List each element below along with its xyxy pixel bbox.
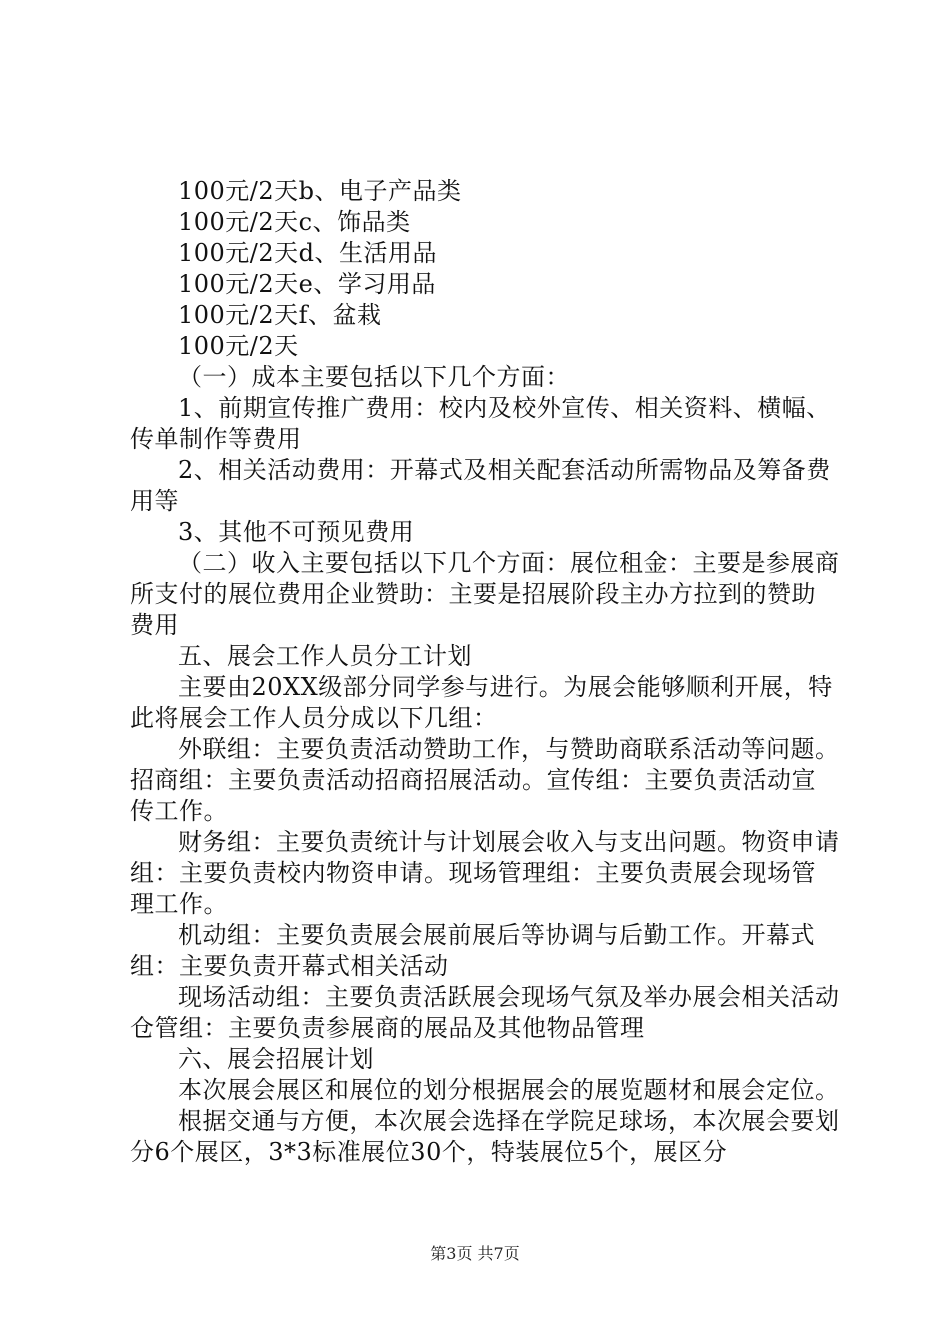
- paragraph: 财务组：主要负责统计与计划展会收入与支出问题。物资申请组：主要负责校内物资申请。现场管理组：主要负责展会现场管理工作。: [130, 828, 840, 918]
- paragraph: 根据交通与方便，本次展会选择在学院足球场，本次展会要划分6个展区，3*3标准展位30个，特装展位5个，展区分: [130, 1107, 840, 1166]
- paragraph: 100元/2天e、学习用品: [178, 270, 436, 298]
- paragraph: 1、前期宣传推广费用：校内及校外宣传、相关资料、横幅、传单制作等费用: [130, 394, 831, 453]
- paragraph: 2、相关活动费用：开幕式及相关配套活动所需物品及筹备费用等: [130, 456, 831, 515]
- paragraph: 100元/2天f、盆栽: [178, 301, 382, 329]
- paragraph: 3、其他不可预见费用: [178, 518, 415, 546]
- page-number-label: 第3页 共7页: [430, 1244, 520, 1263]
- document-body: [130, 176, 840, 1168]
- page-footer: [0, 1244, 950, 1264]
- paragraph: 本次展会展区和展位的划分根据展会的展览题材和展会定位。: [178, 1076, 840, 1104]
- paragraph: 机动组：主要负责展会展前展后等协调与后勤工作。开幕式组：主要负责开幕式相关活动: [130, 921, 815, 980]
- paragraph: 100元/2天d、生活用品: [178, 239, 438, 267]
- paragraph: （二）收入主要包括以下几个方面：展位租金：主要是参展商所支付的展位费用企业赞助：主要是招展阶段主办方拉到的赞助费用: [130, 549, 840, 639]
- paragraph: 100元/2天b、电子产品类: [178, 177, 462, 205]
- section-heading: （一）成本主要包括以下几个方面：: [178, 363, 570, 391]
- section-heading: 六、展会招展计划: [178, 1045, 374, 1073]
- paragraph: 现场活动组：主要负责活跃展会现场气氛及举办展会相关活动仓管组：主要负责参展商的展品及其他物品管理: [130, 983, 840, 1042]
- paragraph: 外联组：主要负责活动赞助工作，与赞助商联系活动等问题。招商组：主要负责活动招商招展活动。宣传组：主要负责活动宣传工作。: [130, 735, 840, 825]
- paragraph: 主要由20XX级部分同学参与进行。为展会能够顺利开展，特此将展会工作人员分成以下几组：: [130, 673, 833, 732]
- paragraph: 100元/2天c、饰品类: [178, 208, 411, 236]
- section-heading: 五、展会工作人员分工计划: [178, 642, 472, 670]
- paragraph: 100元/2天: [178, 332, 299, 360]
